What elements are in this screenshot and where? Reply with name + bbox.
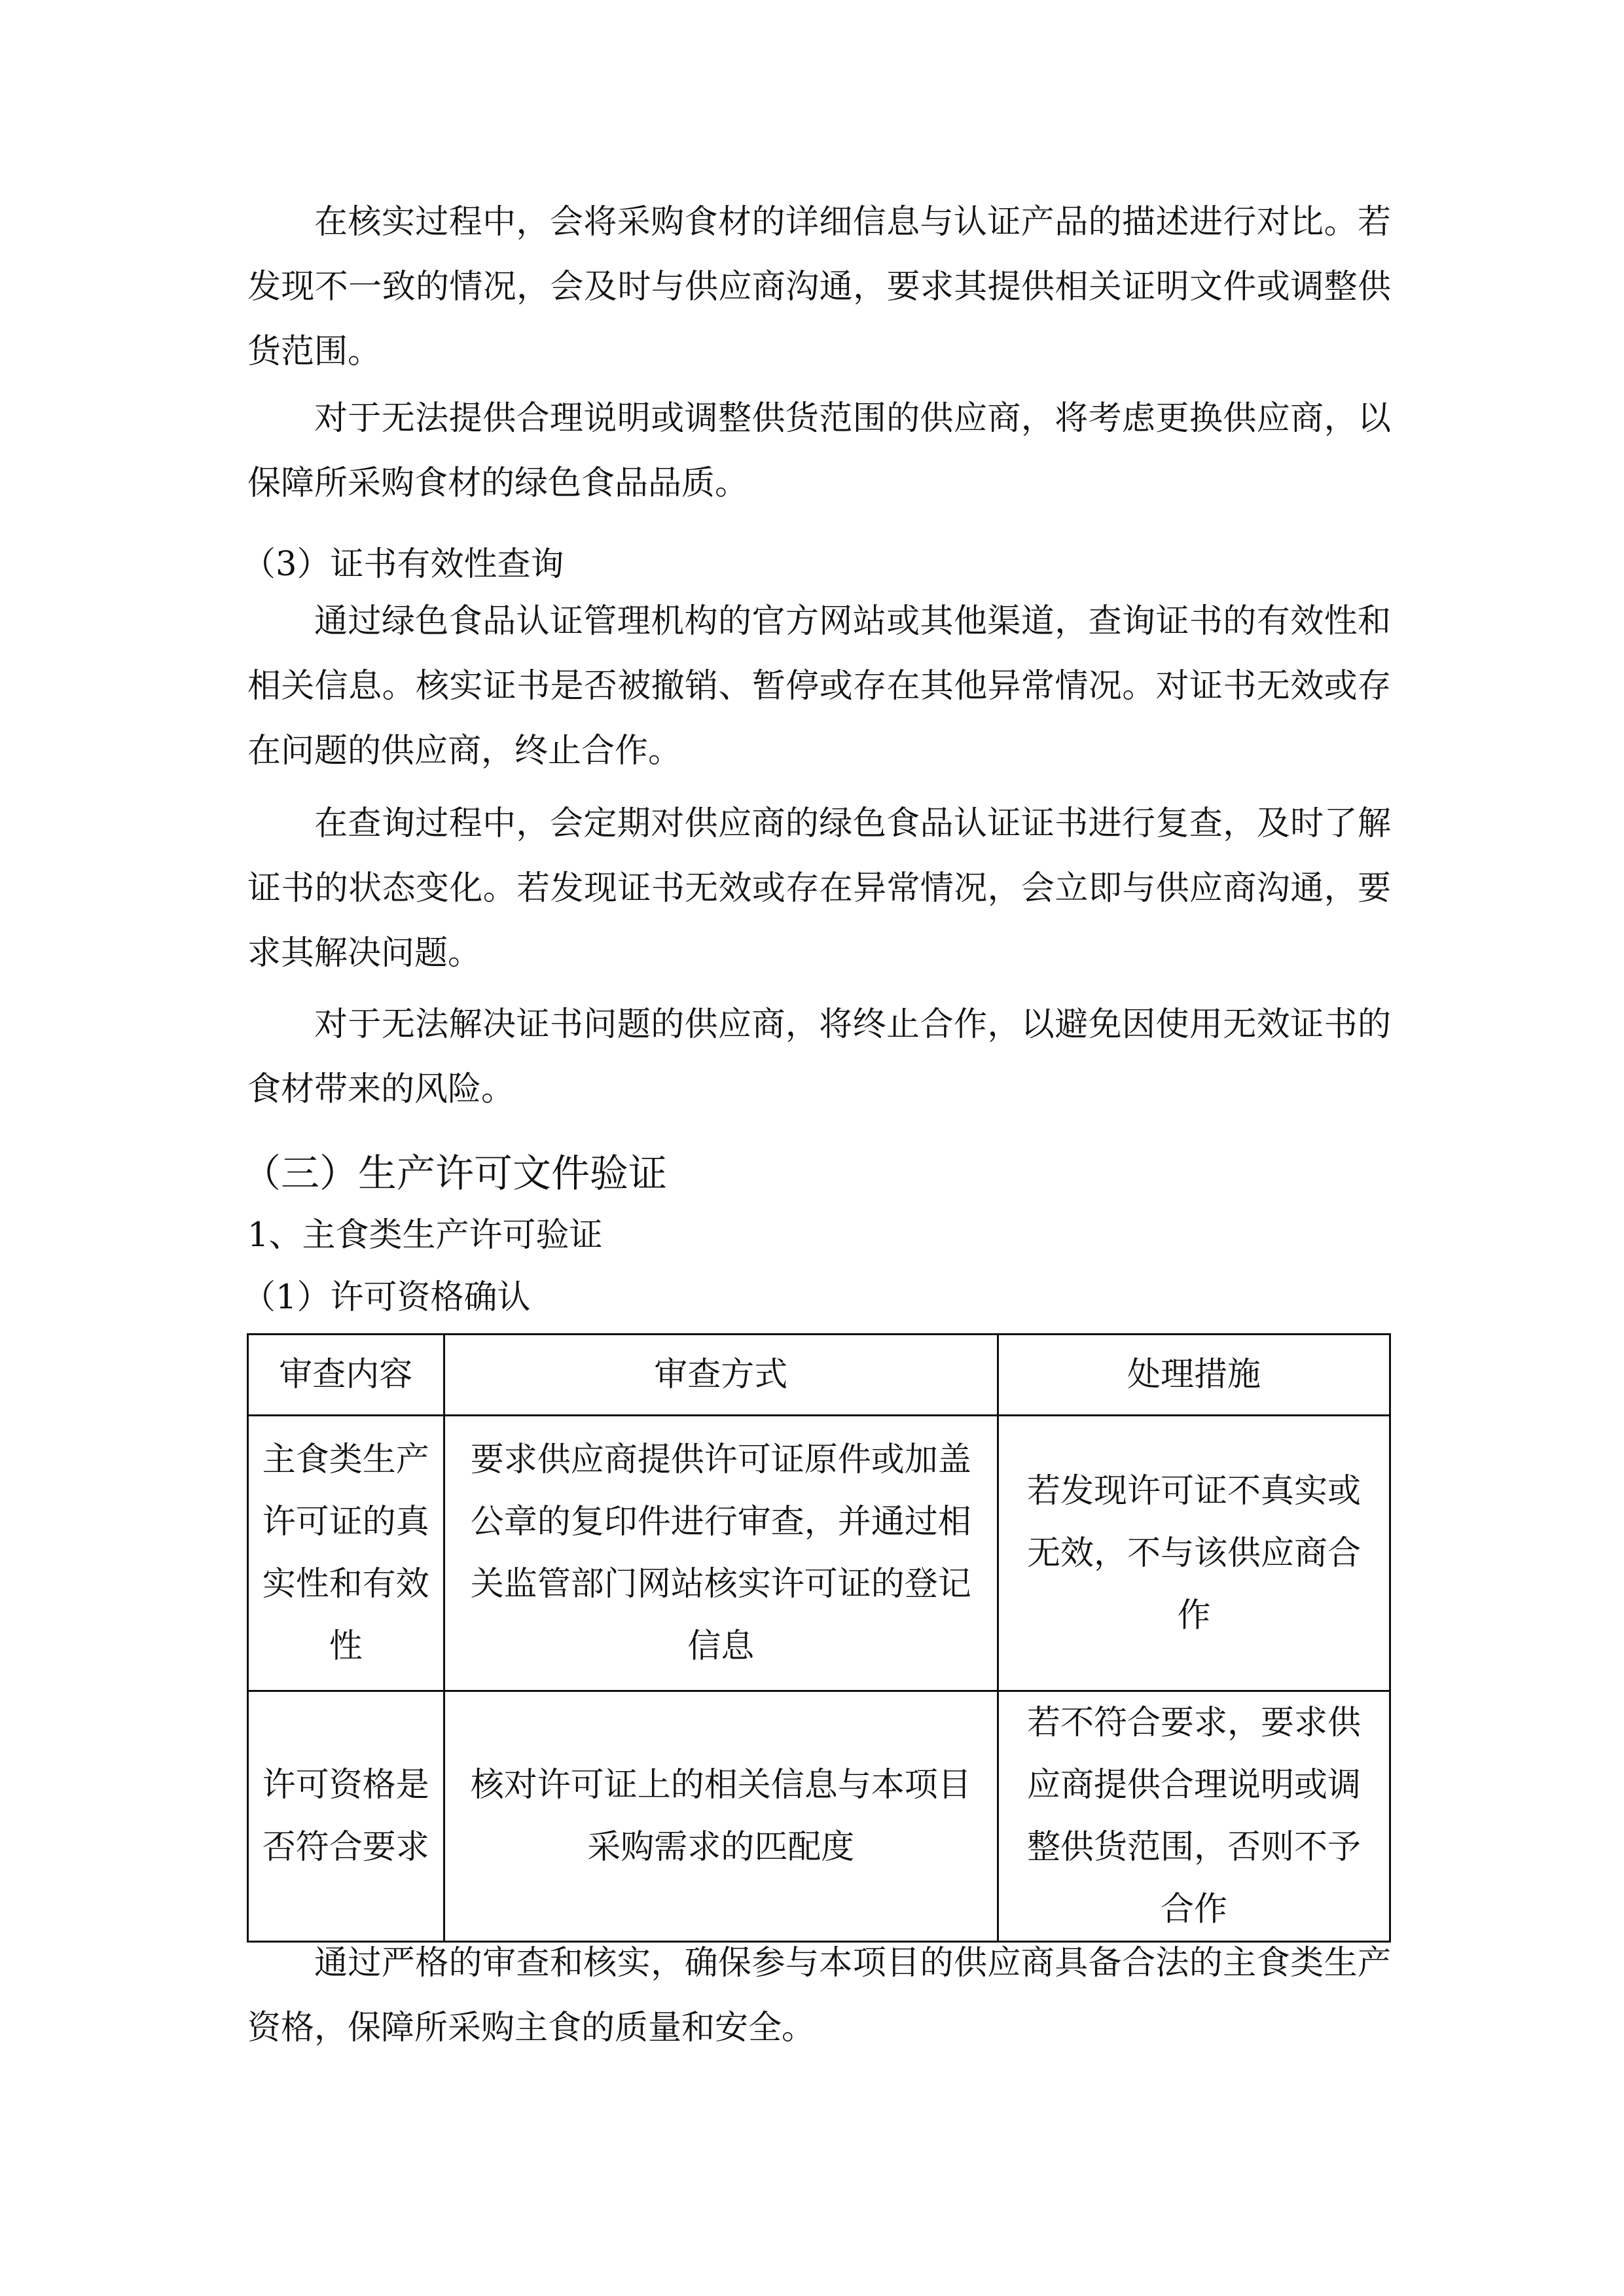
paragraph-comparison: 在核实过程中，会将采购食材的详细信息与认证产品的描述进行对比。若发现不一致的情况，会及时与供应商沟通，要求其提供相关证明文件或调整供货范围。	[247, 203, 1391, 371]
paragraph-certificate-query: 通过绿色食品认证管理机构的官方网站或其他渠道，查询证书的有效性和相关信息。核实证书是否被撤销、暂停或存在其他异常情况。对证书无效或存在问题的供应商，终止合作。	[247, 602, 1391, 770]
paragraph-terminate: 对于无法解决证书问题的供应商，将终止合作，以避免因使用无效证书的食材带来的风险。	[247, 1005, 1391, 1109]
paragraph-conclusion: 通过严格的审查和核实，确保参与本项目的供应商具备合法的主食类生产资格，保障所采购主食的质量和安全。	[247, 1944, 1391, 2047]
table-cell: 要求供应商提供许可证原件或加盖公章的复印件进行审查，并通过相关监管部门网站核实许可证的登记信息	[444, 1416, 998, 1691]
table-cell: 若发现许可证不真实或无效，不与该供应商合作	[998, 1416, 1390, 1691]
table-header-row	[248, 1335, 1390, 1416]
table-cell: 许可资格是否符合要求	[248, 1691, 444, 1942]
table-row	[248, 1691, 1390, 1942]
subheading-staple-food: 1、主食类生产许可验证	[247, 1216, 603, 1255]
subheading-license-confirm: （1）许可资格确认	[242, 1278, 531, 1317]
table-header: 审查内容	[248, 1335, 444, 1416]
section-heading: （三）生产许可文件验证	[242, 1151, 668, 1196]
license-review-table	[247, 1333, 1391, 1943]
table-header: 审查方式	[444, 1335, 998, 1416]
table-cell: 若不符合要求，要求供应商提供合理说明或调整供货范围，否则不予合作	[998, 1691, 1390, 1942]
paragraph-periodic-review: 在查询过程中，会定期对供应商的绿色食品认证证书进行复查，及时了解证书的状态变化。若发现证书无效或存在异常情况，会立即与供应商沟通，要求其解决问题。	[247, 804, 1391, 973]
paragraph-replace-supplier: 对于无法提供合理说明或调整供货范围的供应商，将考虑更换供应商，以保障所采购食材的绿色食品品质。	[247, 399, 1391, 503]
table-cell: 核对许可证上的相关信息与本项目采购需求的匹配度	[444, 1691, 998, 1942]
heading-certificate-validity: （3）证书有效性查询	[242, 545, 564, 584]
table-header: 处理措施	[998, 1335, 1390, 1416]
table-row	[248, 1416, 1390, 1691]
table-cell: 主食类生产许可证的真实性和有效性	[248, 1416, 444, 1691]
